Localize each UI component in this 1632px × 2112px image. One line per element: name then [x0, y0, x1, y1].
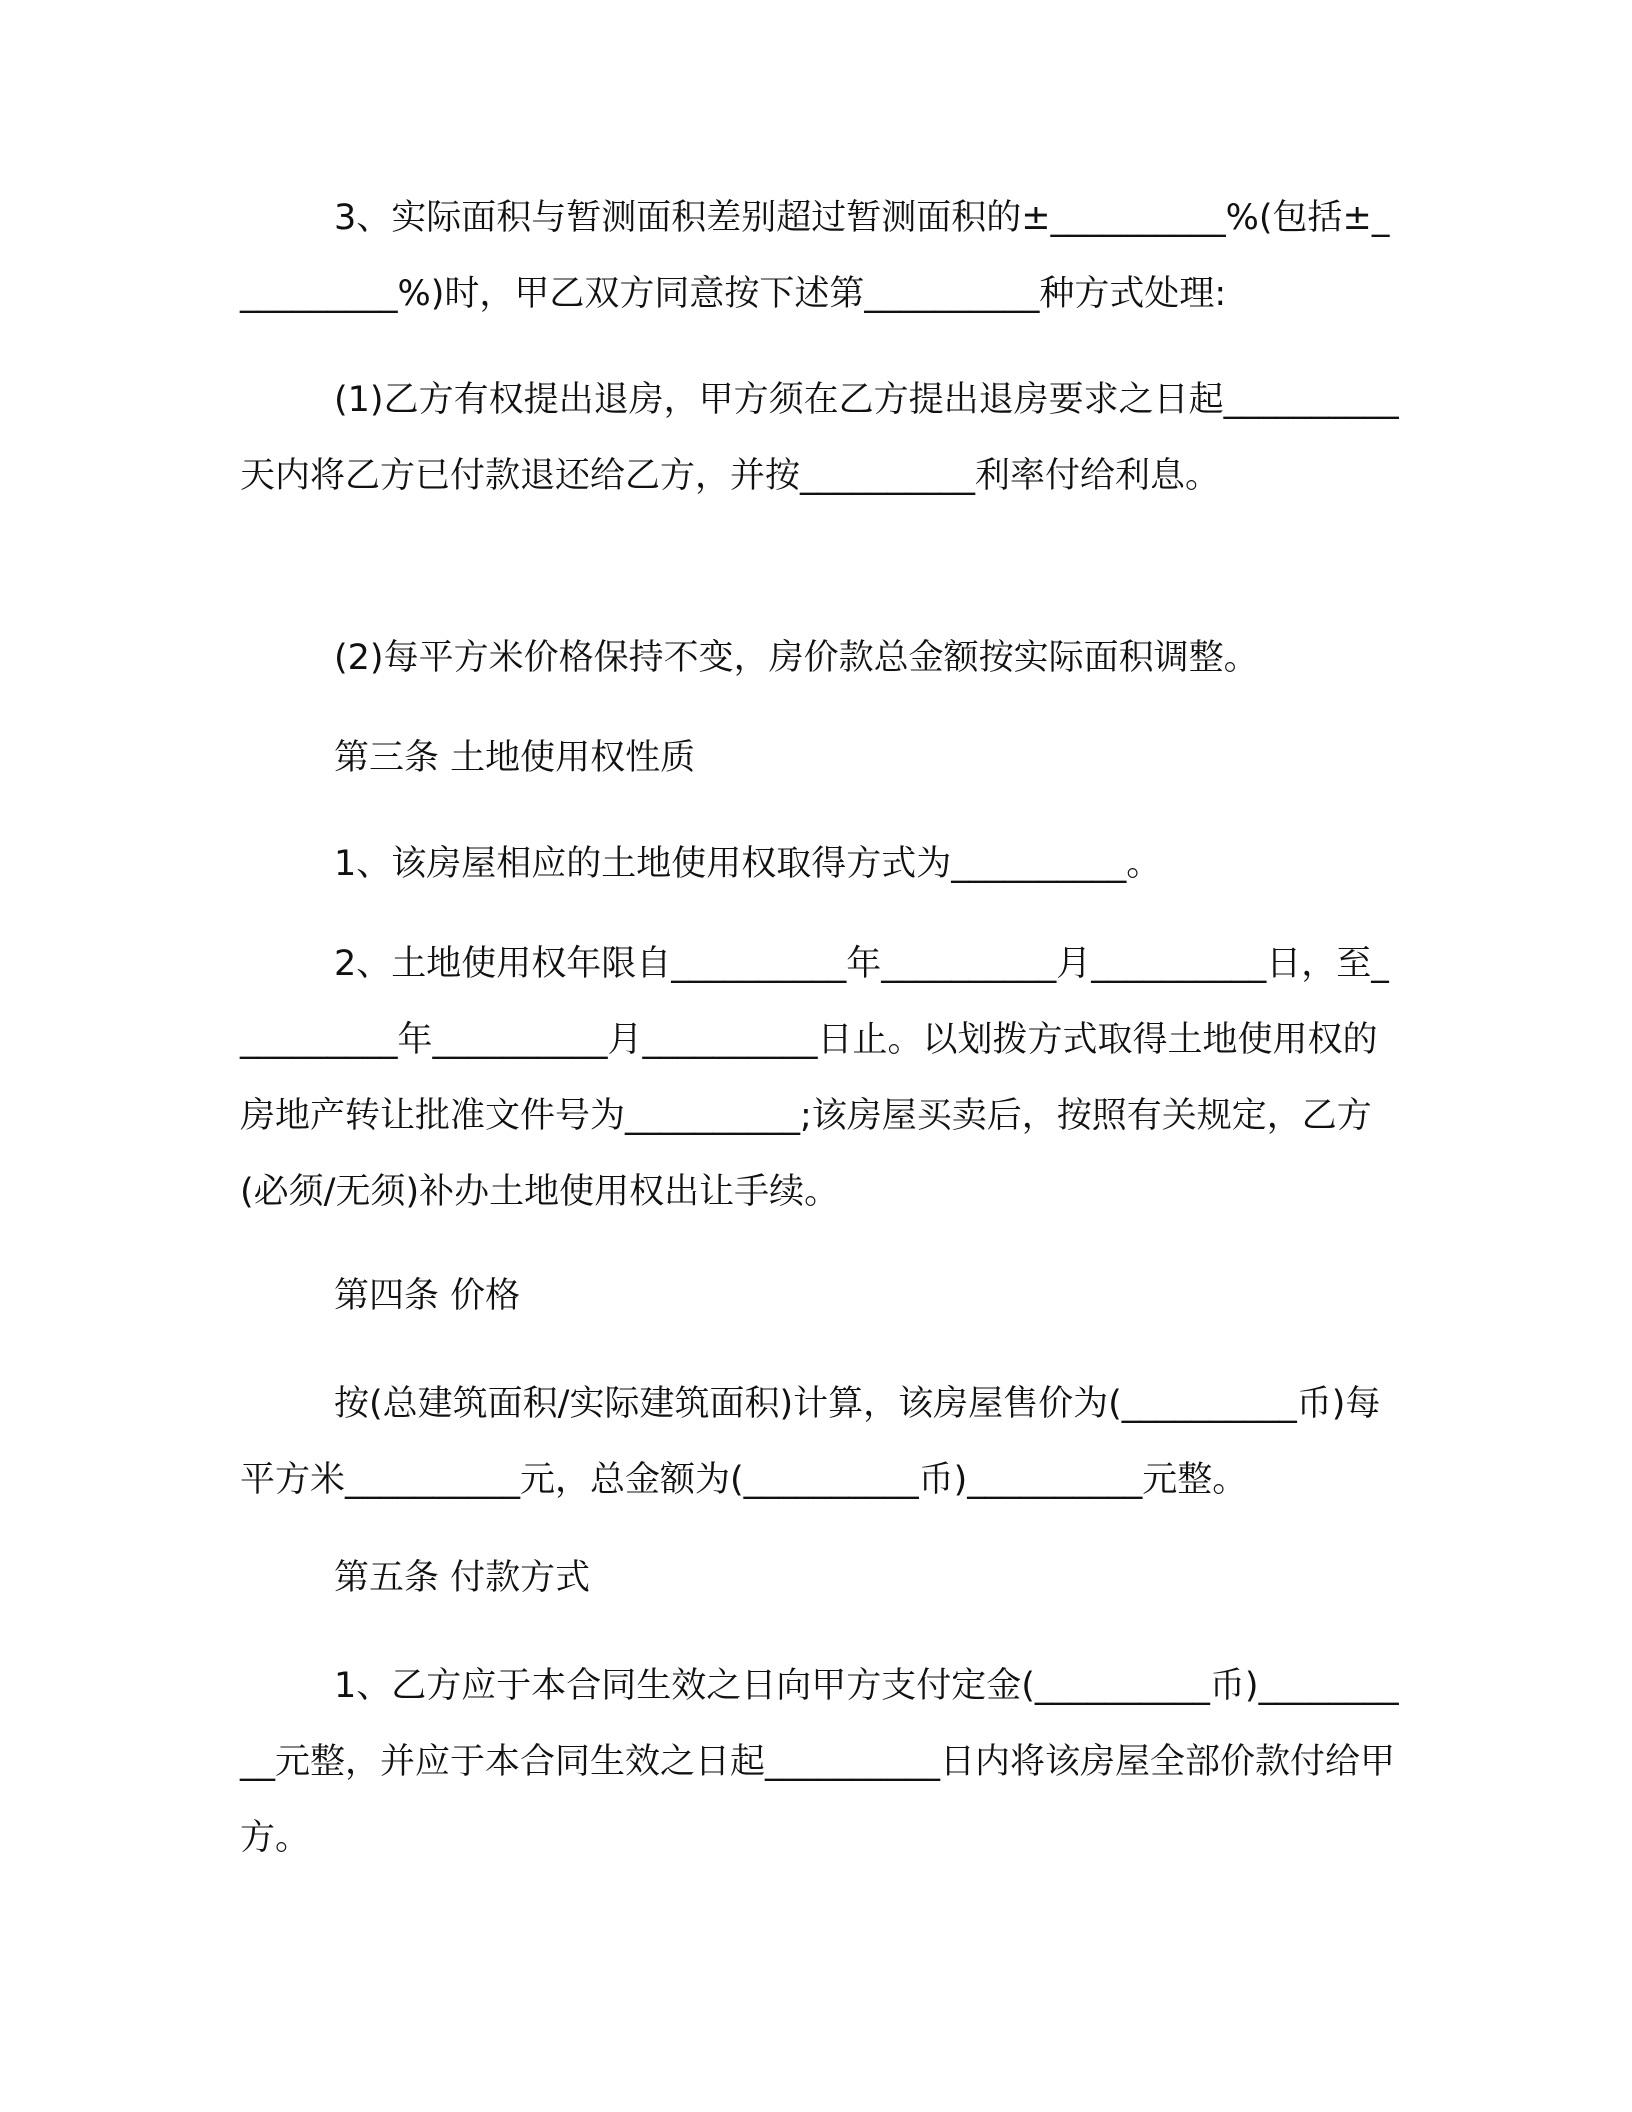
- clause-area-difference: 3、实际面积与暂测面积差别超过暂测面积的±__________%(包括±__________%)时，甲乙双方同意按下述第__________种方式处理:: [240, 198, 1390, 314]
- clause-land-acquisition-method: 1、该房屋相应的土地使用权取得方式为__________。: [334, 844, 1162, 884]
- clause-price: 按(总建筑面积/实际建筑面积)计算，该房屋售价为(__________币)每平方米__________元，总金额为(__________币)__________元整。: [240, 1384, 1381, 1500]
- clause-option-adjust-price: (2)每平方米价格保持不变，房价款总金额按实际面积调整。: [334, 638, 1259, 678]
- article-5-heading: 第五条 付款方式: [334, 1558, 591, 1598]
- clause-land-use-term: 2、土地使用权年限自__________年__________月__________日，至__________年__________月__________日止。以划拨方式取得土地使用权的房地产转让批准文件号为__________;该房屋买卖后，按照有关规定，乙方(必须/无须)补办土地使用权出让手续。: [240, 944, 1389, 1212]
- article-4-heading: 第四条 价格: [334, 1276, 521, 1316]
- article-3-heading: 第三条 土地使用权性质: [334, 738, 696, 778]
- clause-option-refund: (1)乙方有权提出退房，甲方须在乙方提出退房要求之日起__________天内将乙方已付款退还给乙方，并按__________利率付给利息。: [240, 380, 1399, 496]
- clause-deposit-payment: 1、乙方应于本合同生效之日向甲方支付定金(__________币)__________元整，并应于本合同生效之日起__________日内将该房屋全部价款付给甲方。: [240, 1666, 1399, 1858]
